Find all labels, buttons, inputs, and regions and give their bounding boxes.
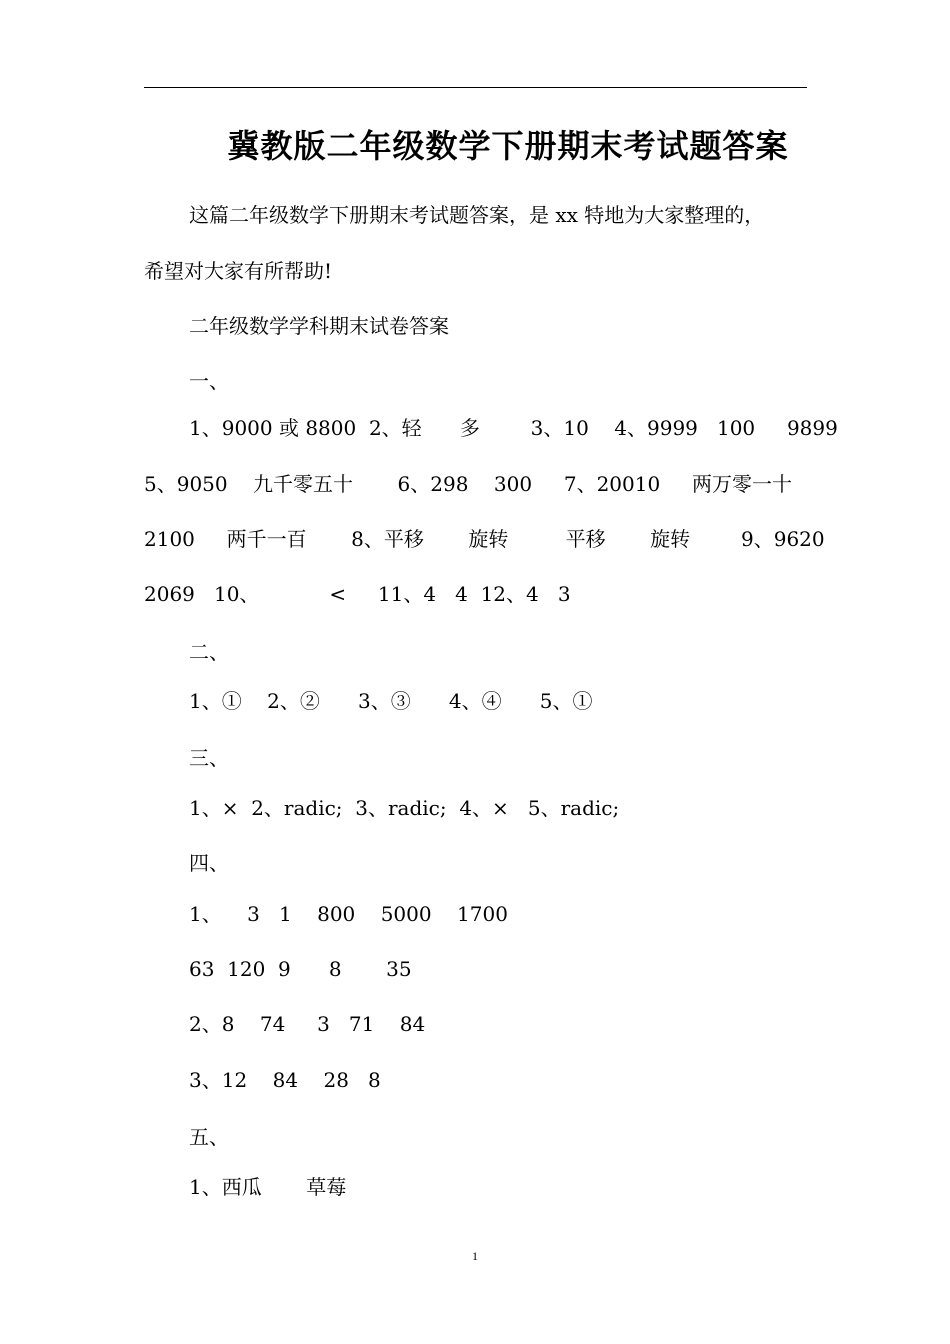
section-5-line-1: 1、西瓜 草莓	[189, 1175, 347, 1199]
section-5-heading: 五、	[189, 1125, 229, 1149]
section-1-heading: 一、	[189, 369, 229, 393]
section-2-line-1: 1、① 2、② 3、③ 4、④ 5、①	[189, 689, 593, 713]
section-4-heading: 四、	[189, 851, 229, 875]
answer-heading: 二年级数学学科期末试卷答案	[189, 314, 449, 338]
section-2-heading: 二、	[189, 640, 229, 664]
document-title: 冀教版二年级数学下册期末考试题答案	[227, 127, 789, 165]
section-3-heading: 三、	[189, 746, 229, 770]
section-4-line-2: 63 120 9 8 35	[189, 957, 412, 981]
section-4-line-3: 2、8 74 3 71 84	[189, 1012, 426, 1036]
header-rule	[144, 87, 807, 88]
section-1-line-3: 2100 两千一百 8、平移 旋转 平移 旋转 9、9620	[144, 527, 825, 551]
section-1-line-4: 2069 10、 < 11、4 4 12、4 3	[144, 582, 571, 606]
intro-line-1: 这篇二年级数学下册期末考试题答案，是 xx 特地为大家整理的，	[189, 203, 765, 227]
section-4-line-1: 1、 3 1 800 5000 1700	[189, 902, 508, 926]
page-number: 1	[472, 1249, 478, 1263]
section-4-line-4: 3、12 84 28 8	[189, 1068, 381, 1092]
section-1-line-1: 1、9000 或 8800 2、轻 多 3、10 4、9999 100 9899	[189, 416, 838, 440]
intro-line-2: 希望对大家有所帮助!	[144, 259, 333, 283]
section-1-line-2: 5、9050 九千零五十 6、298 300 7、20010 两万零一十	[144, 472, 792, 496]
section-3-line-1: 1、× 2、radic; 3、radic; 4、× 5、radic;	[189, 796, 620, 820]
